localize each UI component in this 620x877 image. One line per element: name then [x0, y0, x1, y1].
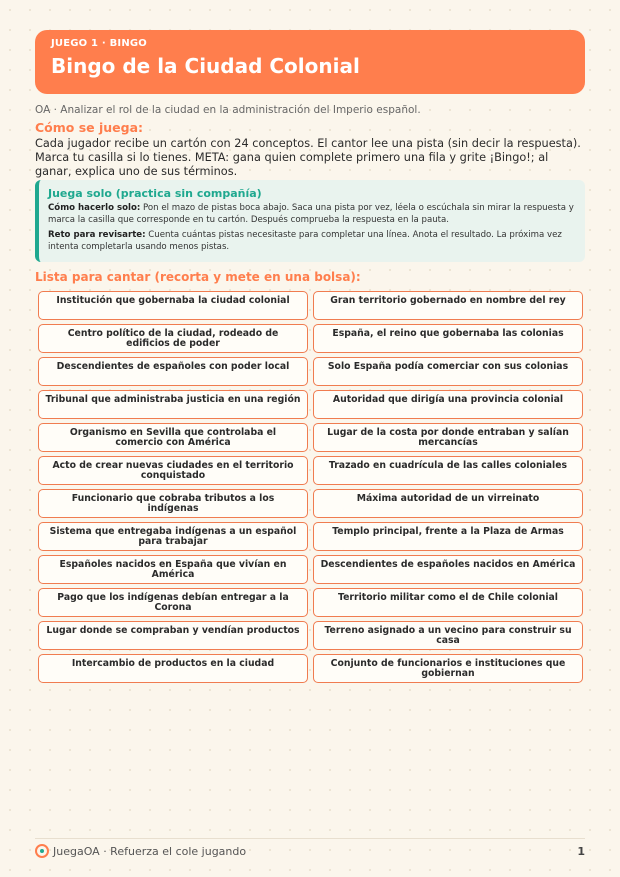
solo-challenge-label: Reto para revisarte:	[48, 230, 146, 240]
call-list-grid	[38, 291, 583, 683]
call-card: Intercambio de productos en la ciudad	[38, 654, 308, 683]
call-card: Sistema que entregaba indígenas a un español para trabajar	[38, 522, 308, 551]
page-title: Bingo de la Ciudad Colonial	[51, 54, 360, 78]
call-card: Centro político de la ciudad, rodeado de edificios de poder	[38, 324, 308, 353]
solo-challenge	[48, 230, 575, 253]
call-card: Acto de crear nuevas ciudades en el territorio conquistado	[38, 456, 308, 485]
call-card: Solo España podía comerciar con sus colonias	[313, 357, 583, 386]
how-to-play-text: Cada jugador recibe un cartón con 24 conceptos. El cantor lee una pista (sin decir la respuesta). Marca tu casilla si lo tienes. META: gana quien complete primero una fila y grite ¡Bingo!; al ganar, explica uno de sus términos.	[35, 137, 581, 178]
game-tag: JUEGO 1 · BINGO	[51, 38, 148, 49]
solo-instructions-text: Pon el mazo de pistas boca abajo. Saca una pista por vez, léela o escúchala sin mirar la respuesta y marca la casilla que corresponde en tu cartón. Después comprueba la respuesta en la pauta.	[48, 203, 574, 225]
solo-play-box	[35, 180, 585, 262]
brand-logo-icon	[35, 844, 49, 858]
call-card: Terreno asignado a un vecino para construir su casa	[313, 621, 583, 650]
call-card: Lugar de la costa por donde entraban y salían mercancías	[313, 423, 583, 452]
call-card: Españoles nacidos en España que vivían en América	[38, 555, 308, 584]
title-banner	[35, 30, 585, 94]
call-card: Institución que gobernaba la ciudad colonial	[38, 291, 308, 320]
footer-brand: JuegaOA · Refuerza el cole jugando	[53, 844, 247, 858]
solo-instructions	[48, 203, 575, 226]
footer	[35, 843, 585, 859]
call-card: Tribunal que administraba justicia en una región	[38, 390, 308, 419]
how-to-play-heading: Cómo se juega:	[35, 120, 144, 135]
call-card: Autoridad que dirigía una provincia colonial	[313, 390, 583, 419]
call-card: Funcionario que cobraba tributos a los indígenas	[38, 489, 308, 518]
call-card: Máxima autoridad de un virreinato	[313, 489, 583, 518]
call-card: Lugar donde se compraban y vendían productos	[38, 621, 308, 650]
call-list-heading: Lista para cantar (recorta y mete en una bolsa):	[35, 270, 361, 284]
footer-divider	[35, 838, 585, 839]
solo-instructions-label: Cómo hacerlo solo:	[48, 203, 141, 213]
call-card: Territorio militar como el de Chile colonial	[313, 588, 583, 617]
call-card: Descendientes de españoles nacidos en América	[313, 555, 583, 584]
solo-play-heading: Juega solo (practica sin compañía)	[48, 187, 262, 200]
call-card: Gran territorio gobernado en nombre del rey	[313, 291, 583, 320]
call-card: España, el reino que gobernaba las colonias	[313, 324, 583, 353]
call-card: Templo principal, frente a la Plaza de Armas	[313, 522, 583, 551]
call-card: Pago que los indígenas debían entregar a la Corona	[38, 588, 308, 617]
solo-challenge-text: Cuenta cuántas pistas necesitaste para completar una línea. Anota el resultado. La próxima vez intenta completarla usando menos pistas.	[48, 230, 562, 252]
call-card: Conjunto de funcionarios e instituciones que gobiernan	[313, 654, 583, 683]
call-card: Organismo en Sevilla que controlaba el comercio con América	[38, 423, 308, 452]
call-card: Trazado en cuadrícula de las calles coloniales	[313, 456, 583, 485]
call-card: Descendientes de españoles con poder local	[38, 357, 308, 386]
learning-objective: OA · Analizar el rol de la ciudad en la administración del Imperio español.	[35, 104, 421, 116]
page-number: 1	[577, 844, 585, 858]
